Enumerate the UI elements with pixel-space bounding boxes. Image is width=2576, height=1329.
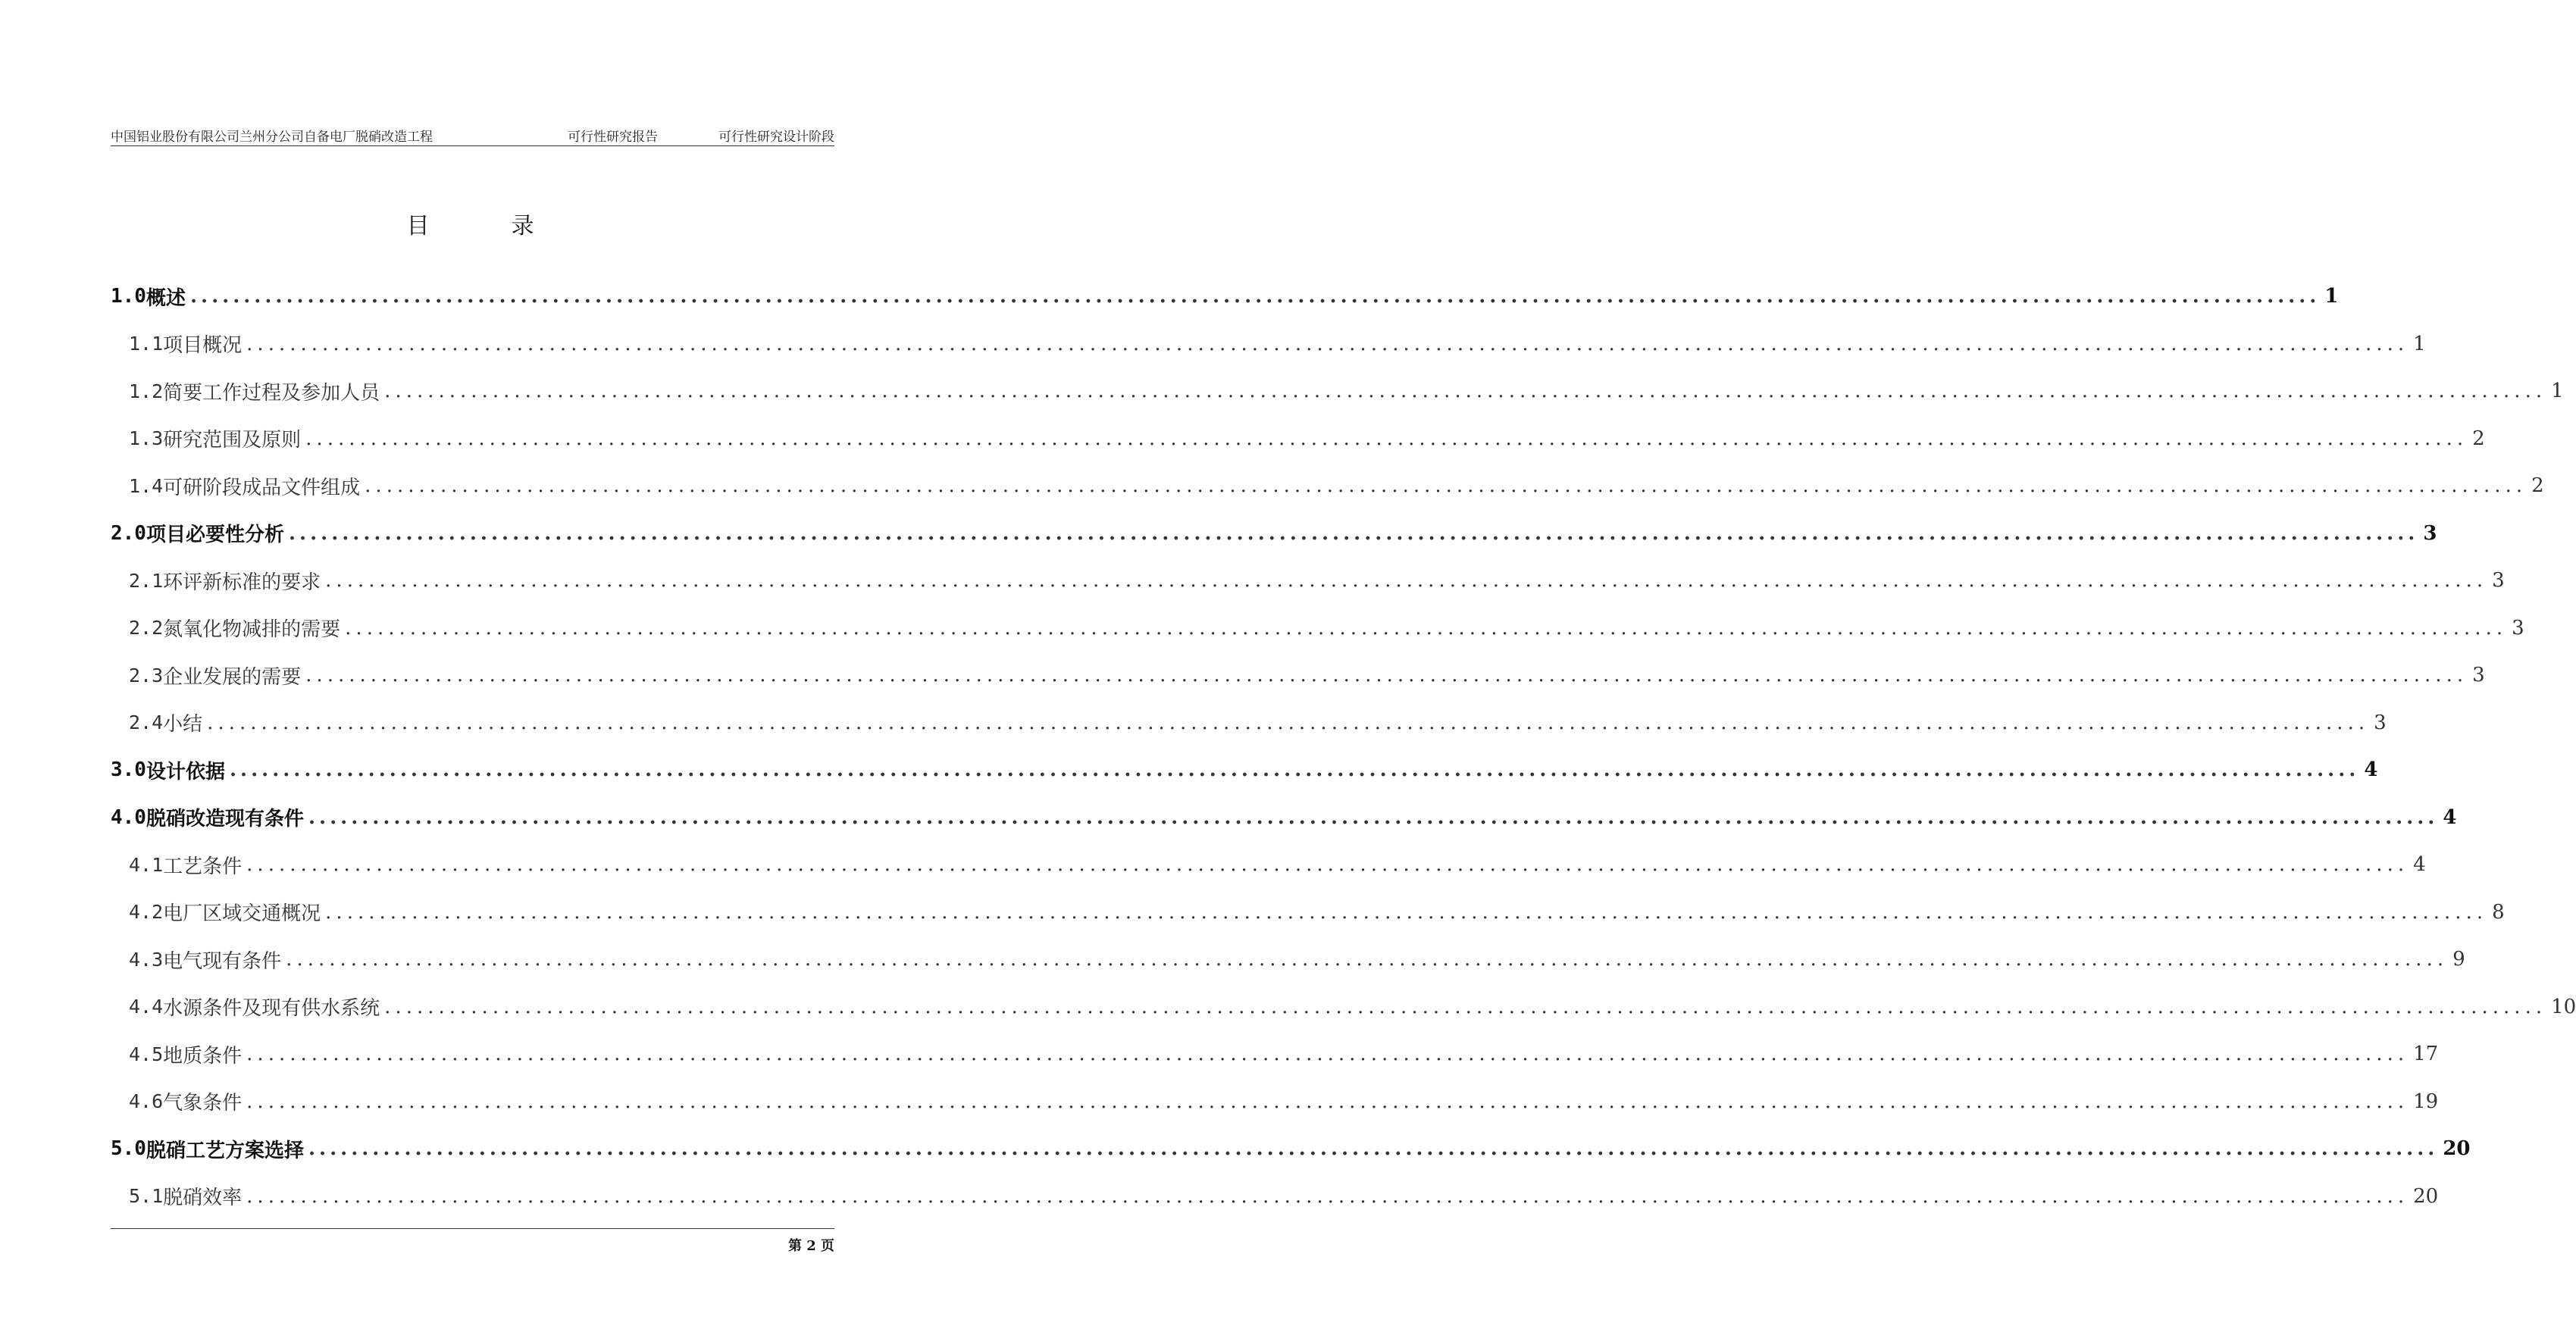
toc-entry-page: 4: [2413, 853, 2426, 877]
toc-entry-label: 设计依据: [146, 760, 225, 783]
toc-entry-number: 4.1: [129, 853, 164, 876]
table-of-contents: [111, 273, 2576, 1220]
toc-dot-leader: ........................................................................................................................................................................................................: [305, 427, 2468, 450]
toc-entry-page: 3: [2492, 569, 2505, 593]
page-footer: [111, 1228, 834, 1259]
toc-entry-number: 5.1: [129, 1185, 164, 1208]
toc-entry-page: 1: [2324, 285, 2339, 308]
toc-dot-leader: ........................................................................................................................................................................................................: [288, 521, 2419, 545]
toc-entry-number: 4.4: [129, 996, 164, 1018]
toc-entry-page: 8: [2492, 900, 2505, 924]
toc-section-entry[interactable]: [111, 699, 2387, 747]
toc-entry-page: 3: [2374, 711, 2387, 734]
header-report-type: 可行性研究报告: [568, 130, 658, 145]
toc-dot-leader: ........................................................................................................................................................................................................: [305, 664, 2468, 687]
toc-entry-label: 脱硝工艺方案选择: [146, 1139, 304, 1162]
toc-dot-leader: ........................................................................................................................................................................................................: [345, 616, 2508, 639]
toc-entry-number: 1.4: [129, 474, 164, 497]
toc-entry-page: 19: [2413, 1090, 2439, 1113]
toc-dot-leader: ........................................................................................................................................................................................................: [286, 948, 2449, 971]
toc-entry-number: 5.0: [111, 1137, 146, 1161]
header-project-title: 中国铝业股份有限公司兰州分公司自备电厂脱硝改造工程: [111, 130, 433, 145]
toc-section-entry[interactable]: [111, 936, 2465, 983]
toc-dot-leader: ........................................................................................................................................................................................................: [189, 285, 2321, 308]
toc-entry-number: 2.2: [129, 617, 164, 639]
toc-entry-label: 电气现有条件: [163, 949, 282, 973]
toc-entry-page: 4: [2443, 805, 2457, 829]
toc-dot-leader: ........................................................................................................................................................................................................: [246, 1043, 2409, 1066]
toc-entry-number: 1.0: [111, 285, 146, 308]
header-stage: 可行性研究设计阶段: [718, 130, 834, 145]
toc-entry-number: 1.3: [129, 427, 164, 450]
toc-dot-leader: ........................................................................................................................................................................................................: [365, 474, 2527, 498]
toc-entry-label: 企业发展的需要: [163, 665, 302, 689]
toc-section-entry[interactable]: [111, 1030, 2439, 1078]
toc-entry-number: 4.0: [111, 805, 146, 829]
toc-entry-number: 4.2: [129, 901, 164, 924]
toc-chapter-entry[interactable]: [111, 510, 2437, 558]
page-header: [111, 124, 834, 146]
toc-dot-leader: ........................................................................................................................................................................................................: [308, 1137, 2439, 1161]
toc-entry-label: 水源条件及现有供水系统: [163, 997, 380, 1021]
toc-dot-leader: ........................................................................................................................................................................................................: [246, 853, 2409, 877]
toc-section-entry[interactable]: [111, 841, 2426, 889]
toc-entry-page: 1: [2551, 380, 2564, 403]
toc-entry-number: 2.4: [129, 711, 164, 734]
toc-entry-page: 2: [2472, 427, 2485, 450]
toc-entry-label: 氮氧化物减排的需要: [163, 618, 341, 642]
toc-entry-number: 1.2: [129, 380, 164, 402]
toc-chapter-entry[interactable]: [111, 746, 2378, 794]
toc-section-entry[interactable]: [111, 652, 2485, 699]
toc-entry-page: 2: [2531, 474, 2544, 498]
toc-entry-label: 脱硝效率: [163, 1187, 243, 1210]
toc-chapter-entry[interactable]: [111, 273, 2339, 321]
toc-section-entry[interactable]: [111, 321, 2426, 368]
toc-entry-label: 研究范围及原则: [163, 429, 302, 452]
toc-entry-label: 地质条件: [163, 1044, 243, 1068]
toc-section-entry[interactable]: [111, 889, 2505, 937]
toc-entry-page: 20: [2413, 1184, 2439, 1208]
toc-entry-label: 项目必要性分析: [146, 524, 284, 547]
toc-entry-number: 4.6: [129, 1090, 164, 1113]
toc-dot-leader: ........................................................................................................................................................................................................: [384, 995, 2547, 1018]
toc-section-entry[interactable]: [111, 605, 2524, 652]
toc-section-entry[interactable]: [111, 983, 2576, 1031]
toc-entry-label: 概述: [146, 286, 186, 310]
toc-title-char-1: 目: [406, 213, 430, 239]
toc-entry-label: 项目概况: [163, 334, 243, 358]
toc-dot-leader: ........................................................................................................................................................................................................: [246, 332, 2409, 355]
toc-dot-leader: ........................................................................................................................................................................................................: [207, 711, 2370, 734]
toc-section-entry[interactable]: [111, 557, 2505, 605]
toc-section-entry[interactable]: [111, 1078, 2439, 1126]
toc-entry-number: 2.0: [111, 521, 146, 545]
toc-entry-label: 工艺条件: [163, 855, 243, 878]
toc-section-entry[interactable]: [111, 462, 2544, 510]
toc-entry-label: 电厂区域交通概况: [163, 902, 321, 926]
toc-entry-page: 3: [2512, 616, 2524, 639]
page-number: 第 2 页: [787, 1238, 834, 1254]
toc-entry-number: 3.0: [111, 758, 146, 782]
toc-dot-leader: ........................................................................................................................................................................................................: [325, 900, 2488, 924]
toc-entry-label: 简要工作过程及参加人员: [163, 381, 380, 405]
toc-entry-label: 环评新标准的要求: [163, 571, 321, 594]
toc-entry-label: 可研阶段成品文件组成: [163, 476, 361, 499]
toc-entry-number: 4.3: [129, 948, 164, 971]
toc-entry-number: 2.1: [129, 569, 164, 592]
toc-entry-page: 10: [2551, 995, 2576, 1018]
toc-chapter-entry[interactable]: [111, 1125, 2471, 1173]
toc-dot-leader: ........................................................................................................................................................................................................: [246, 1184, 2409, 1208]
toc-chapter-entry[interactable]: [111, 794, 2457, 842]
toc-section-entry[interactable]: [111, 367, 2564, 415]
toc-dot-leader: ........................................................................................................................................................................................................: [325, 569, 2488, 593]
toc-entry-page: 20: [2443, 1137, 2471, 1161]
toc-entry-label: 小结: [163, 713, 203, 736]
toc-entry-page: 3: [2472, 664, 2485, 687]
toc-title-char-2: 录: [511, 213, 534, 239]
toc-entry-label: 气象条件: [163, 1092, 243, 1115]
toc-entry-page: 17: [2413, 1043, 2439, 1066]
toc-section-entry[interactable]: [111, 415, 2485, 463]
toc-entry-page: 9: [2452, 948, 2465, 971]
toc-entry-page: 4: [2364, 758, 2378, 782]
toc-entry-label: 脱硝改造现有条件: [146, 808, 304, 831]
toc-dot-leader: ........................................................................................................................................................................................................: [384, 380, 2547, 403]
toc-dot-leader: ........................................................................................................................................................................................................: [229, 758, 2360, 782]
toc-dot-leader: ........................................................................................................................................................................................................: [308, 805, 2439, 829]
toc-entry-number: 4.5: [129, 1043, 164, 1065]
toc-section-entry[interactable]: [111, 1173, 2439, 1221]
toc-entry-page: 3: [2423, 521, 2437, 545]
toc-entry-number: 2.3: [129, 664, 164, 686]
toc-entry-page: 1: [2413, 332, 2426, 355]
toc-dot-leader: ........................................................................................................................................................................................................: [246, 1090, 2409, 1113]
toc-entry-number: 1.1: [129, 333, 164, 355]
toc-title: [0, 207, 941, 240]
